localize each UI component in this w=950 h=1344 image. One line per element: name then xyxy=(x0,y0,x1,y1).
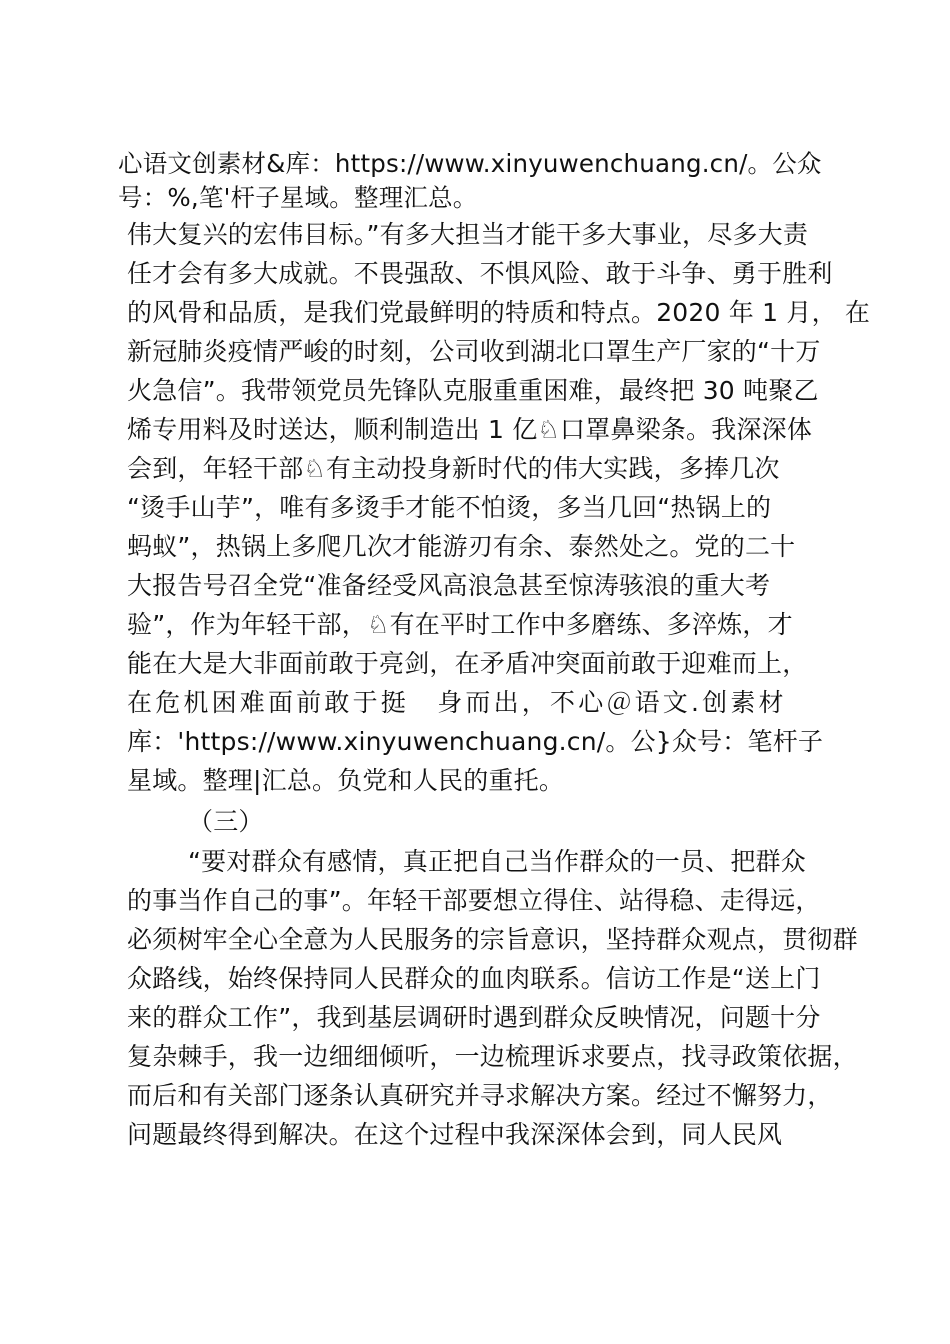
paragraph-1-line-1: 伟大复兴的宏伟目标。”有多大担当才能干多大事业，尽多大责 xyxy=(127,220,809,249)
section-heading: （三） xyxy=(188,807,264,836)
paragraph-2-line-5: 来的群众工作”，我到基层调研时遇到群众反映情况，问题十分 xyxy=(127,1003,821,1032)
paragraph-1-line-2: 任才会有多大成就。不畏强敌、不惧风险、敢于斗争、勇于胜利 xyxy=(127,259,833,288)
paragraph-2-line-7: 而后和有关部门逐条认真研究并寻求解决方案。经过不懈努力， xyxy=(127,1081,833,1110)
paragraph-1-line-14: 库：'https://www.xinyuwenchuang.cn/。公}众号：笔杆子 xyxy=(127,727,824,756)
paragraph-1-line-10: 大报告号召全党“准备经受风高浪急甚至惊涛骇浪的重大考 xyxy=(127,571,771,600)
paragraph-1-line-7: 会到，年轻干部♘有主动投身新时代的伟大实践，多捧几次 xyxy=(127,454,780,483)
paragraph-1-line-9: 蚂蚁”，热锅上多爬几次才能游刃有余、泰然处之。党的二十 xyxy=(127,532,796,561)
paragraph-2-line-6: 复杂棘手，我一边细细倾听，一边梳理诉求要点，找寻政策依据， xyxy=(127,1042,858,1071)
paragraph-2-line-4: 众路线，始终保持同人民群众的血肉联系。信访工作是“送上门 xyxy=(127,964,821,993)
paragraph-1-line-15: 星域。整理|汇总。负党和人民的重托。 xyxy=(127,766,565,795)
paragraph-2-line-3: 必须树牢全心全意为人民服务的宗旨意识，坚持群众观点，贯彻群 xyxy=(127,925,858,954)
paragraph-1-line-6: 烯专用料及时送达，顺利制造出 1 亿♘口罩鼻梁条。我深深体 xyxy=(127,415,813,444)
paragraph-1-line-5: 火急信”。我带领党员先锋队克服重重困难，最终把 30 吨聚乙 xyxy=(127,376,819,405)
paragraph-1-line-4: 新冠肺炎疫情严峻的时刻，公司收到湖北口罩生产厂家的“十万 xyxy=(127,337,821,366)
paragraph-1-line-3: 的风骨和品质，是我们党最鲜明的特质和特点。2020 年 1 月， 在 xyxy=(127,298,871,327)
paragraph-1-line-11: 验”，作为年轻干部，♘有在平时工作中多磨练、多淬炼，才 xyxy=(127,610,793,639)
header-source-line-2: 号：%,笔'杆子星域。整理汇总。 xyxy=(118,183,478,212)
paragraph-1-line-12: 能在大是大非面前敢于亮剑，在矛盾冲突面前敢于迎难而上， xyxy=(127,649,808,678)
paragraph-2-line-8: 问题最终得到解决。在这个过程中我深深体会到，同人民风 xyxy=(127,1120,783,1149)
paragraph-2-line-1: “要对群众有感情，真正把自己当作群众的一员、把群众 xyxy=(188,847,806,876)
header-source-line-1: 心语文创素材&库：https://www.xinyuwenchuang.cn/。公众 xyxy=(118,149,822,178)
paragraph-2-line-2: 的事当作自己的事”。年轻干部要想立得住、站得稳、走得远， xyxy=(127,886,821,915)
paragraph-1-line-13: 在危机困难面前敢于挺 身而出，不心＠语文.创素材 xyxy=(127,688,787,717)
paragraph-1-line-8: “烫手山芋”，唯有多烫手才能不怕烫，多当几回“热锅上的 xyxy=(127,493,772,522)
